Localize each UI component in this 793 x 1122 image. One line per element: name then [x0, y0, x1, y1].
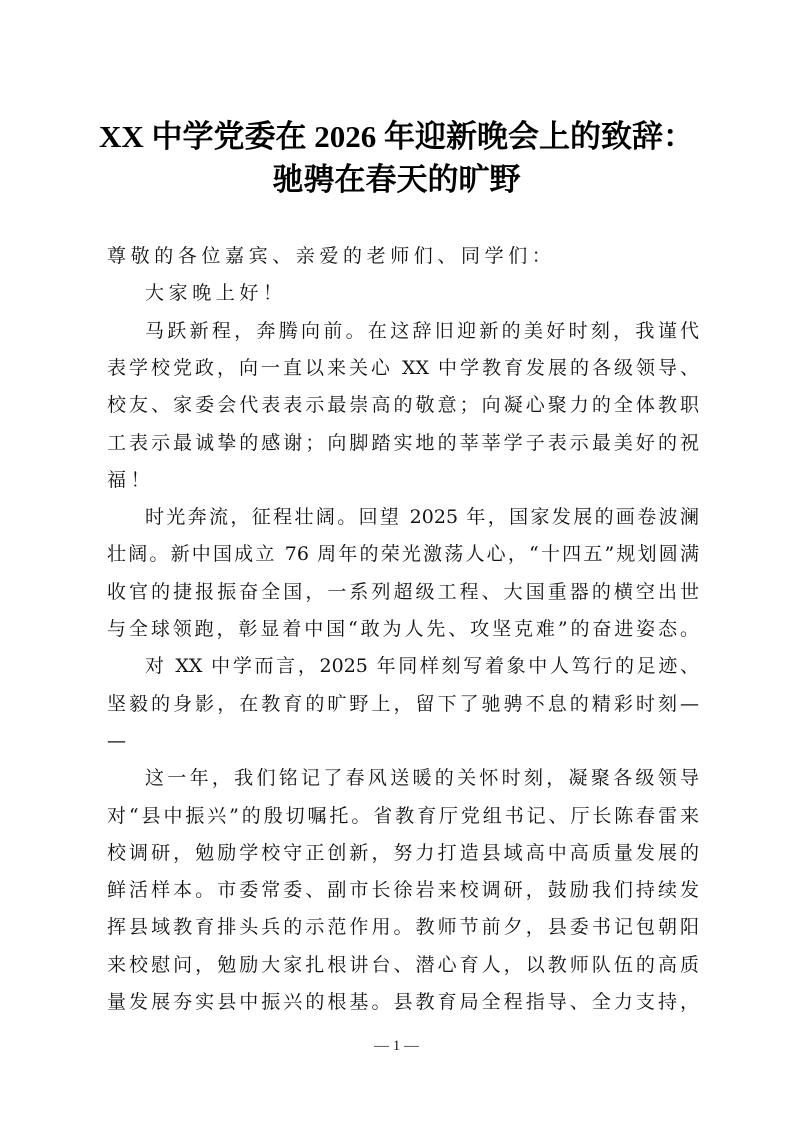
body-line: 收官的捷报振奋全国，一系列超级工程、大国重器的横空出世	[107, 580, 699, 603]
body-line: 尊敬的各位嘉宾、亲爱的老师们、同学们：	[107, 245, 556, 267]
body-line: 工表示最诚挚的感谢；向脚踏实地的莘莘学子表示最美好的祝	[107, 431, 699, 454]
page-number: — 1 —	[374, 1038, 419, 1054]
body-line: 马跃新程，奔腾向前。在这辞旧迎新的美好时刻，我谨代	[145, 319, 699, 342]
body-line: 时光奔流，征程壮阔。回望 2025 年，国家发展的画卷波澜	[145, 506, 699, 529]
body-line: 来校慰问，勉励大家扎根讲台、潜心育人，以教师队伍的高质	[107, 953, 699, 976]
body-line: 壮阔。新中国成立 76 周年的荣光激荡人心，“十四五”规划圆满	[107, 543, 699, 566]
body-line: 大家晚上好！	[145, 282, 287, 305]
body-line: —	[107, 729, 131, 752]
body-line: 表学校党政，向一直以来关心 XX 中学教育发展的各级领导、	[107, 356, 699, 379]
body-line: 鲜活样本。市委常委、副市长徐岩来校调研，鼓励我们持续发	[107, 879, 699, 902]
document-title-line-1: XX 中学党委在 2026 年迎新晚会上的致辞：	[98, 119, 695, 154]
body-line: 量发展夯实县中振兴的根基。县教育局全程指导、全力支持，	[107, 991, 699, 1013]
body-line: 挥县域教育排头兵的示范作用。教师节前夕，县委书记包朝阳	[107, 916, 699, 939]
body-line: 这一年，我们铭记了春风送暖的关怀时刻，凝聚各级领导	[145, 767, 699, 790]
document-title-line-2: 驰骋在春天的旷野	[272, 162, 521, 197]
body-line: 坚毅的身影，在教育的旷野上，留下了驰骋不息的精彩时刻—	[107, 692, 699, 715]
body-line: 对 XX 中学而言，2025 年同样刻写着象中人笃行的足迹、	[145, 655, 699, 678]
body-line: 校友、家委会代表表示最崇高的敬意；向凝心聚力的全体教职	[107, 394, 699, 417]
body-line: 福！	[107, 468, 155, 491]
body-line: 与全球领跑，彰显着中国“敢为人先、攻坚克难”的奋进姿态。	[107, 618, 699, 640]
body-line: 对“县中振兴”的殷切嘱托。省教育厅党组书记、厅长陈春雷来	[107, 804, 699, 827]
body-line: 校调研，勉励学校守正创新，努力打造县域高中高质量发展的	[107, 841, 699, 864]
